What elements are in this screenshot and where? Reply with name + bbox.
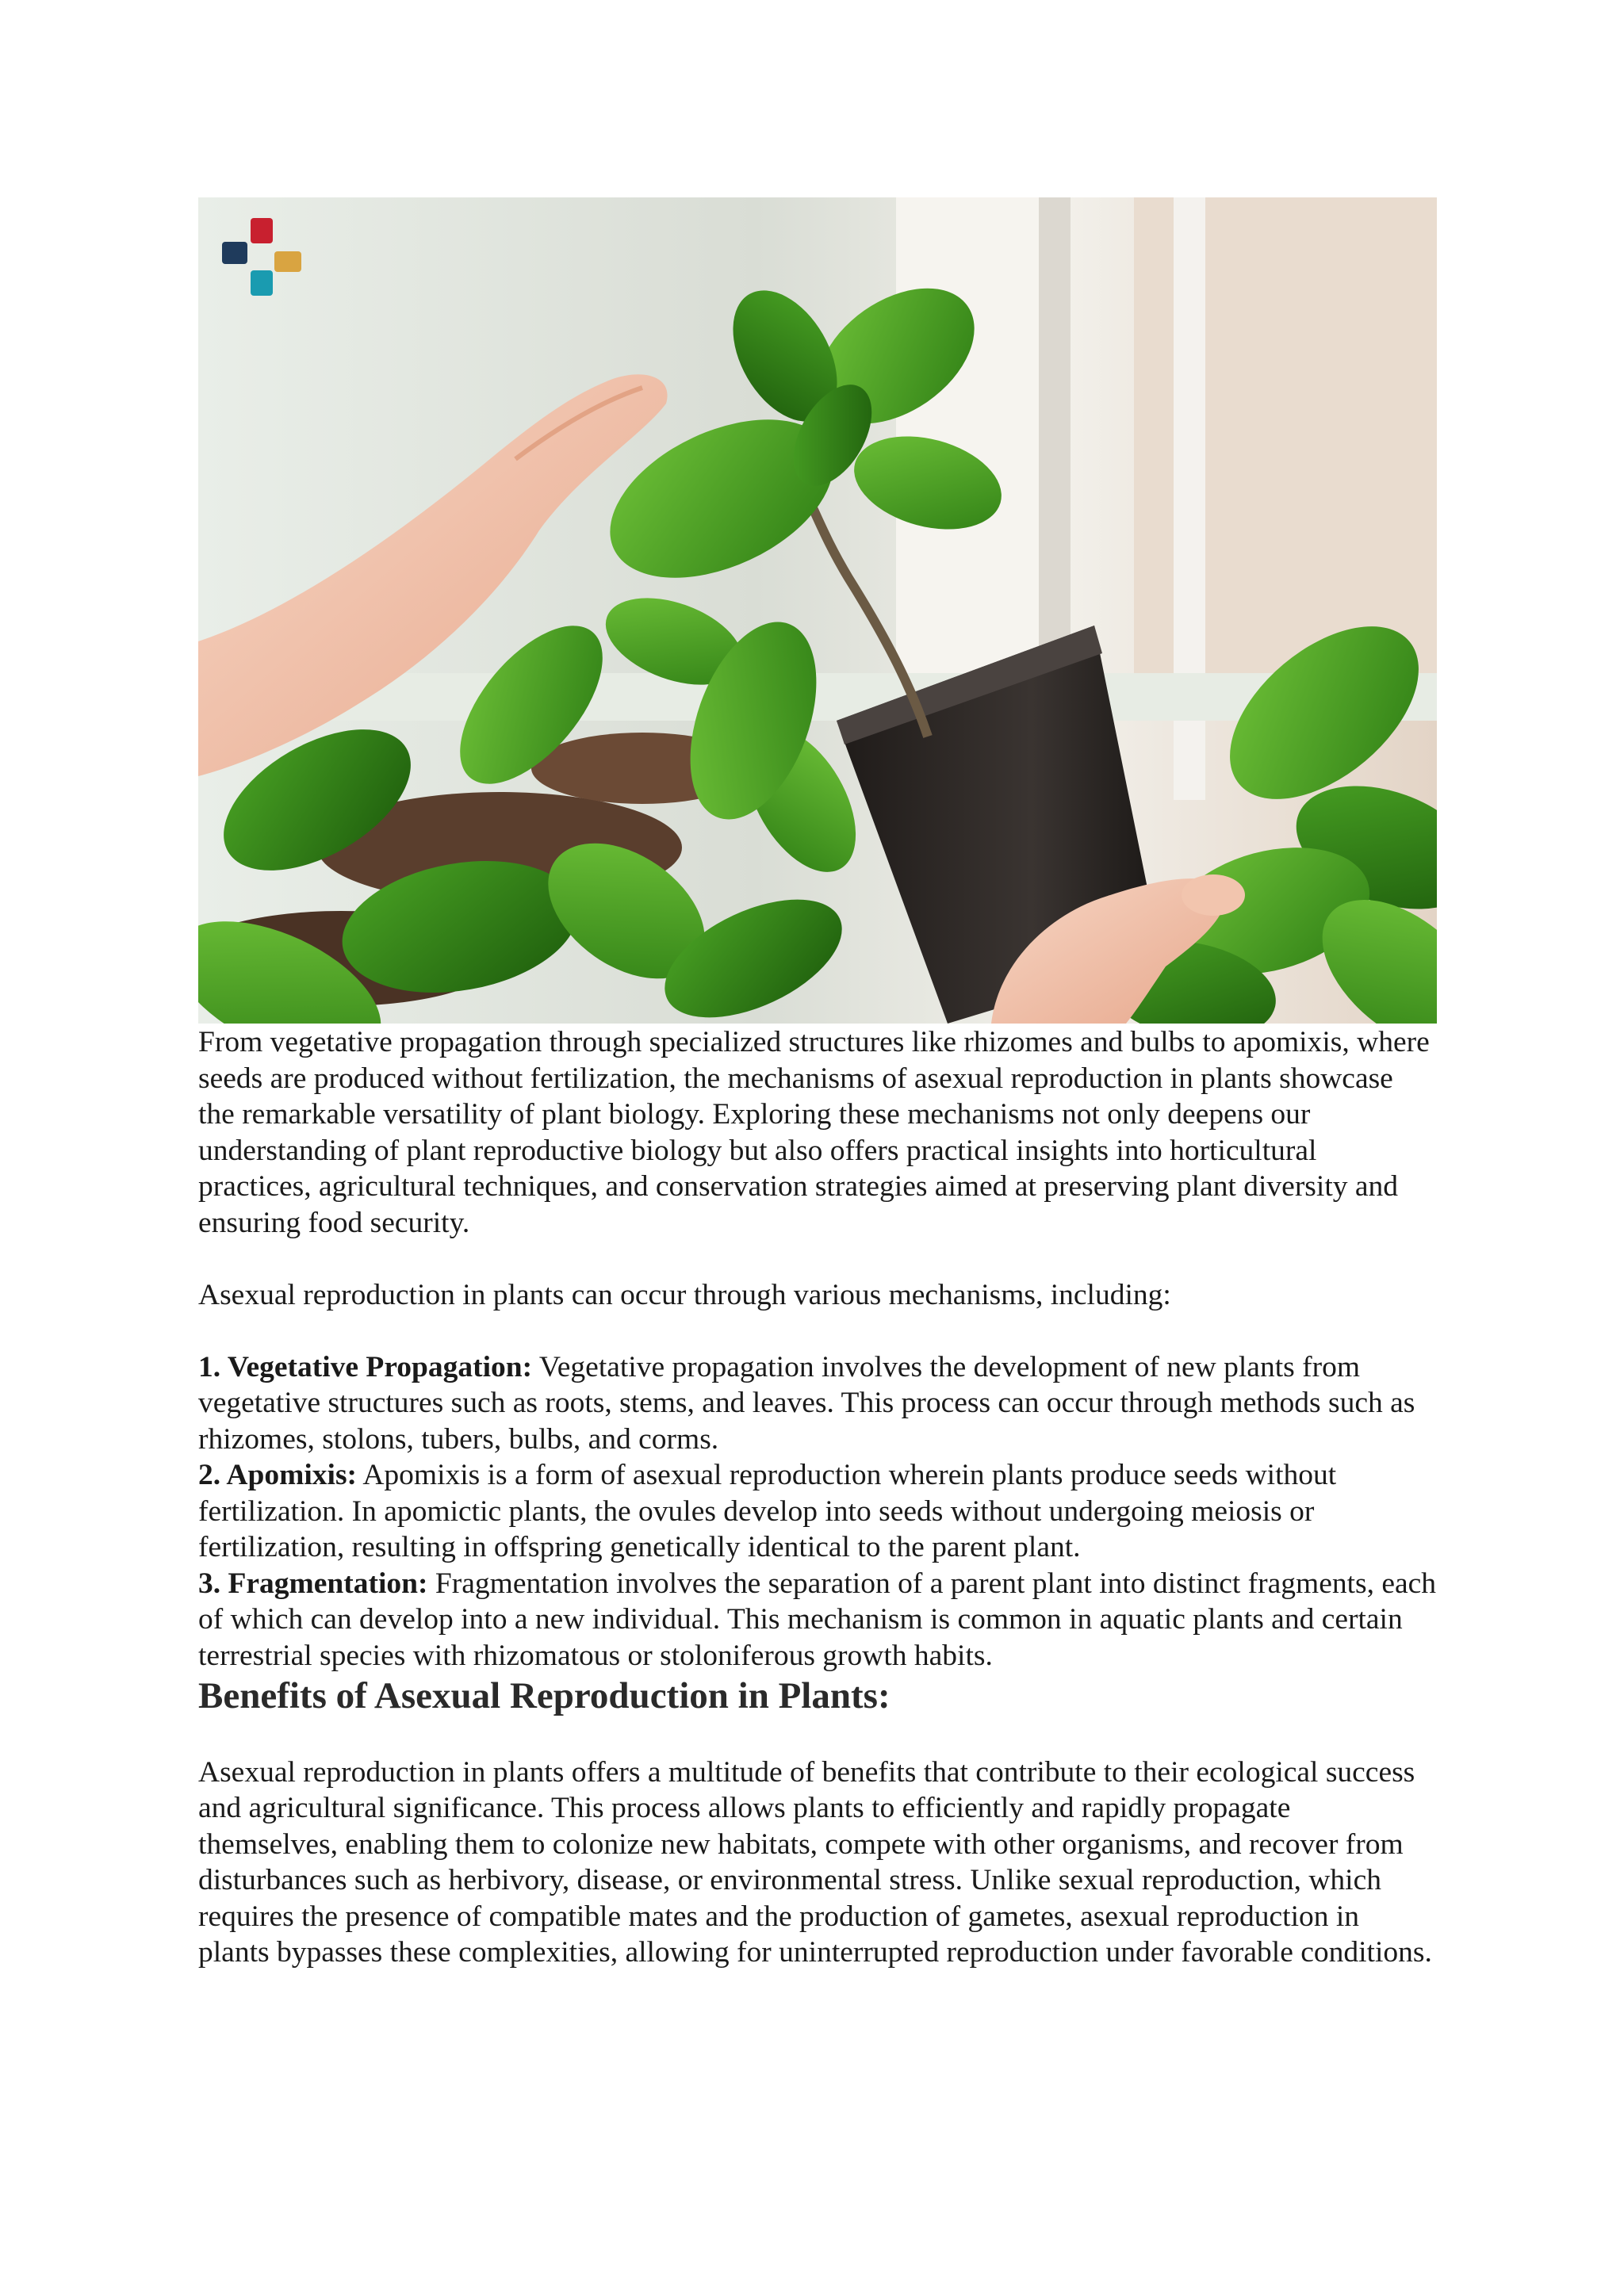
mechanism-text: Apomixis is a form of asexual reproduction wherein plants produce seeds without fertilization. In apomictic plants, the ovules develop into seeds without undergoing meiosis or fertilization, resulting in offspring genetically identical to the parent plant.	[198, 1459, 1337, 1563]
mechanism-item	[198, 1349, 1437, 1458]
hero-photo	[198, 197, 1437, 1024]
article-body	[198, 1024, 1437, 1971]
mechanism-label: 1. Vegetative Propagation:	[198, 1350, 533, 1383]
mechanism-item	[198, 1457, 1437, 1566]
benefits-heading: Benefits of Asexual Reproduction in Plants:	[198, 1675, 891, 1716]
plant-photo-illustration	[198, 197, 1437, 1024]
mechanism-label: 2. Apomixis:	[198, 1459, 358, 1491]
mechanism-text: Fragmentation involves the separation of a parent plant into distinct fragments, each of which can develop into a new individual. This mechanism is common in aquatic plants and certain terrestrial species with rhizomatous or stoloniferous growth habits.	[198, 1567, 1437, 1672]
mechanism-text: Vegetative propagation involves the development of new plants from vegetative structures such as roots, stems, and leaves. This process can occur through methods such as rhizomes, stolons, tubers, bulbs, and corms.	[198, 1350, 1415, 1456]
mechanism-label: 3. Fragmentation:	[198, 1567, 428, 1600]
benefits-paragraph: Asexual reproduction in plants offers a multitude of benefits that contribute to their ecological success and agricultural significance. This process allows plants to efficiently and rapidly propagate themselves, enabling them to colonize new habitats, compete with other organisms, and recover from disturbances such as herbivory, disease, or environmental stress. Unlike sexual reproduction, which requires the presence of compatible mates and the production of gametes, asexual reproduction in plants bypasses these complexities, allowing for uninterrupted reproduction under favorable conditions.	[198, 1755, 1432, 1969]
intro-paragraph: From vegetative propagation through specialized structures like rhizomes and bulbs to apomixis, where seeds are produced without fertilization, the mechanisms of asexual reproduction in plants showcase the remarkable versatility of plant biology. Exploring these mechanisms not only deepens our understanding of plant reproductive biology but also offers practical insights into horticultural practices, agricultural techniques, and conservation strategies aimed at preserving plant diversity and ensuring food security.	[198, 1026, 1430, 1239]
mechanism-item	[198, 1566, 1437, 1674]
lead-paragraph: Asexual reproduction in plants can occur through various mechanisms, including:	[198, 1278, 1171, 1311]
